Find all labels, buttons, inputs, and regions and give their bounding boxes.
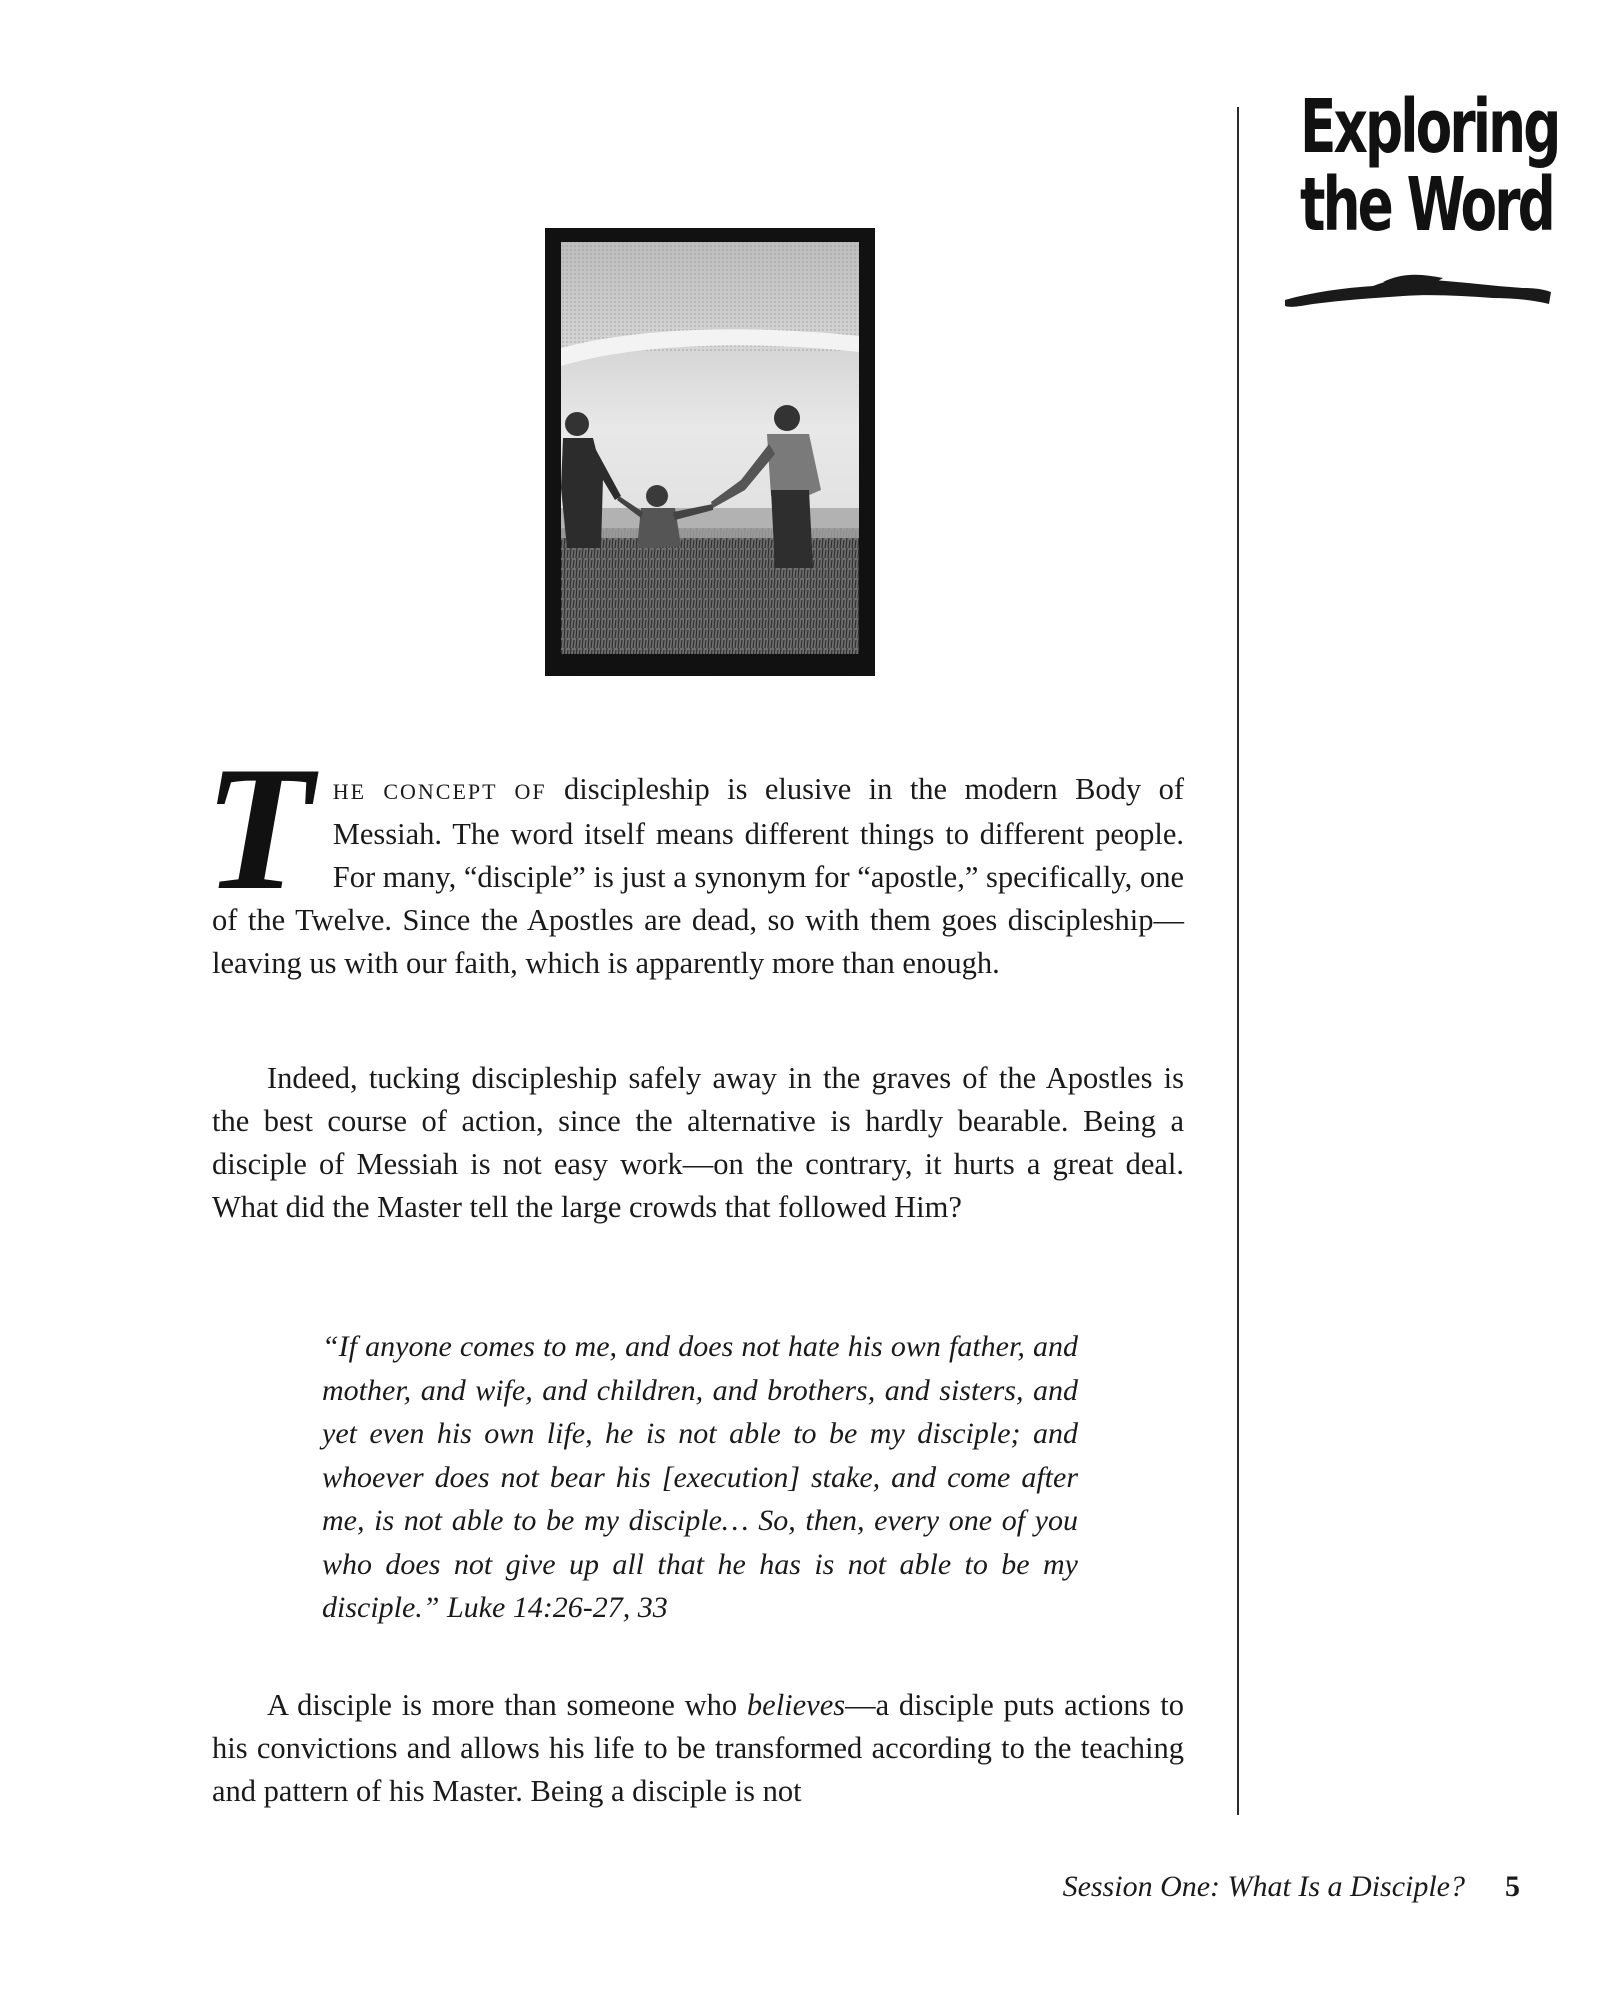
quote-text: “If anyone comes to me, and does not hate his own father, and mother, and wife, and children, and brothers, and sisters, and yet even his own life, he is not able to be my disciple; and whoever does not bear his [execution] stake, and come after me, is not able to be my disciple… So, then, every one of you who does not give up all that he has is not able to be my disciple.” xyxy=(322,1330,1078,1624)
running-title: Session One: What Is a Disciple? xyxy=(1062,1870,1465,1903)
page-footer xyxy=(900,1870,1520,1904)
drop-cap: T xyxy=(204,729,313,927)
page-number: 5 xyxy=(1505,1870,1520,1903)
body-paragraph-3 xyxy=(212,1684,1184,1813)
section-heading xyxy=(1300,84,1559,248)
intro-text: discipleship is elusive in the modern Body of Messiah. The word itself means different things to different people. For many, “disciple” is just a synonym for “apostle,” specifically, one of the Twelve. Since the Apostles are dead, so with them goes discipleship—leaving us with our faith, which is apparently more than enough. xyxy=(212,772,1184,980)
brush-stroke-icon xyxy=(1283,270,1553,314)
intro-lead-smallcaps: HE CONCEPT OF xyxy=(332,779,547,804)
body-paragraph-2: Indeed, tucking discipleship safely away in the graves of the Apostles is the best course of action, since the alternative is hardly bearable. Being a disciple of Messiah is not easy work—on the contrary, it hurts a great deal. What did the Master tell the large crowds that followed Him? xyxy=(212,1061,1184,1224)
p3-emphasis: believes xyxy=(746,1688,846,1722)
scripture-quote xyxy=(322,1325,1078,1630)
section-heading-line1: Exploring xyxy=(1300,84,1559,170)
section-heading-line2: the Word xyxy=(1300,162,1553,248)
intro-paragraph xyxy=(204,729,1184,985)
vertical-divider xyxy=(1237,107,1239,1815)
p3-after: —a disciple puts actions to his convictions and allows his life to be transformed according to the teaching and pattern of his Master. Being a disciple is not xyxy=(212,1688,1184,1808)
quote-reference: Luke 14:26-27, 33 xyxy=(447,1591,668,1624)
family-walking-in-field-photo xyxy=(545,228,875,676)
p3-before: A disciple is more than someone who xyxy=(267,1688,747,1722)
